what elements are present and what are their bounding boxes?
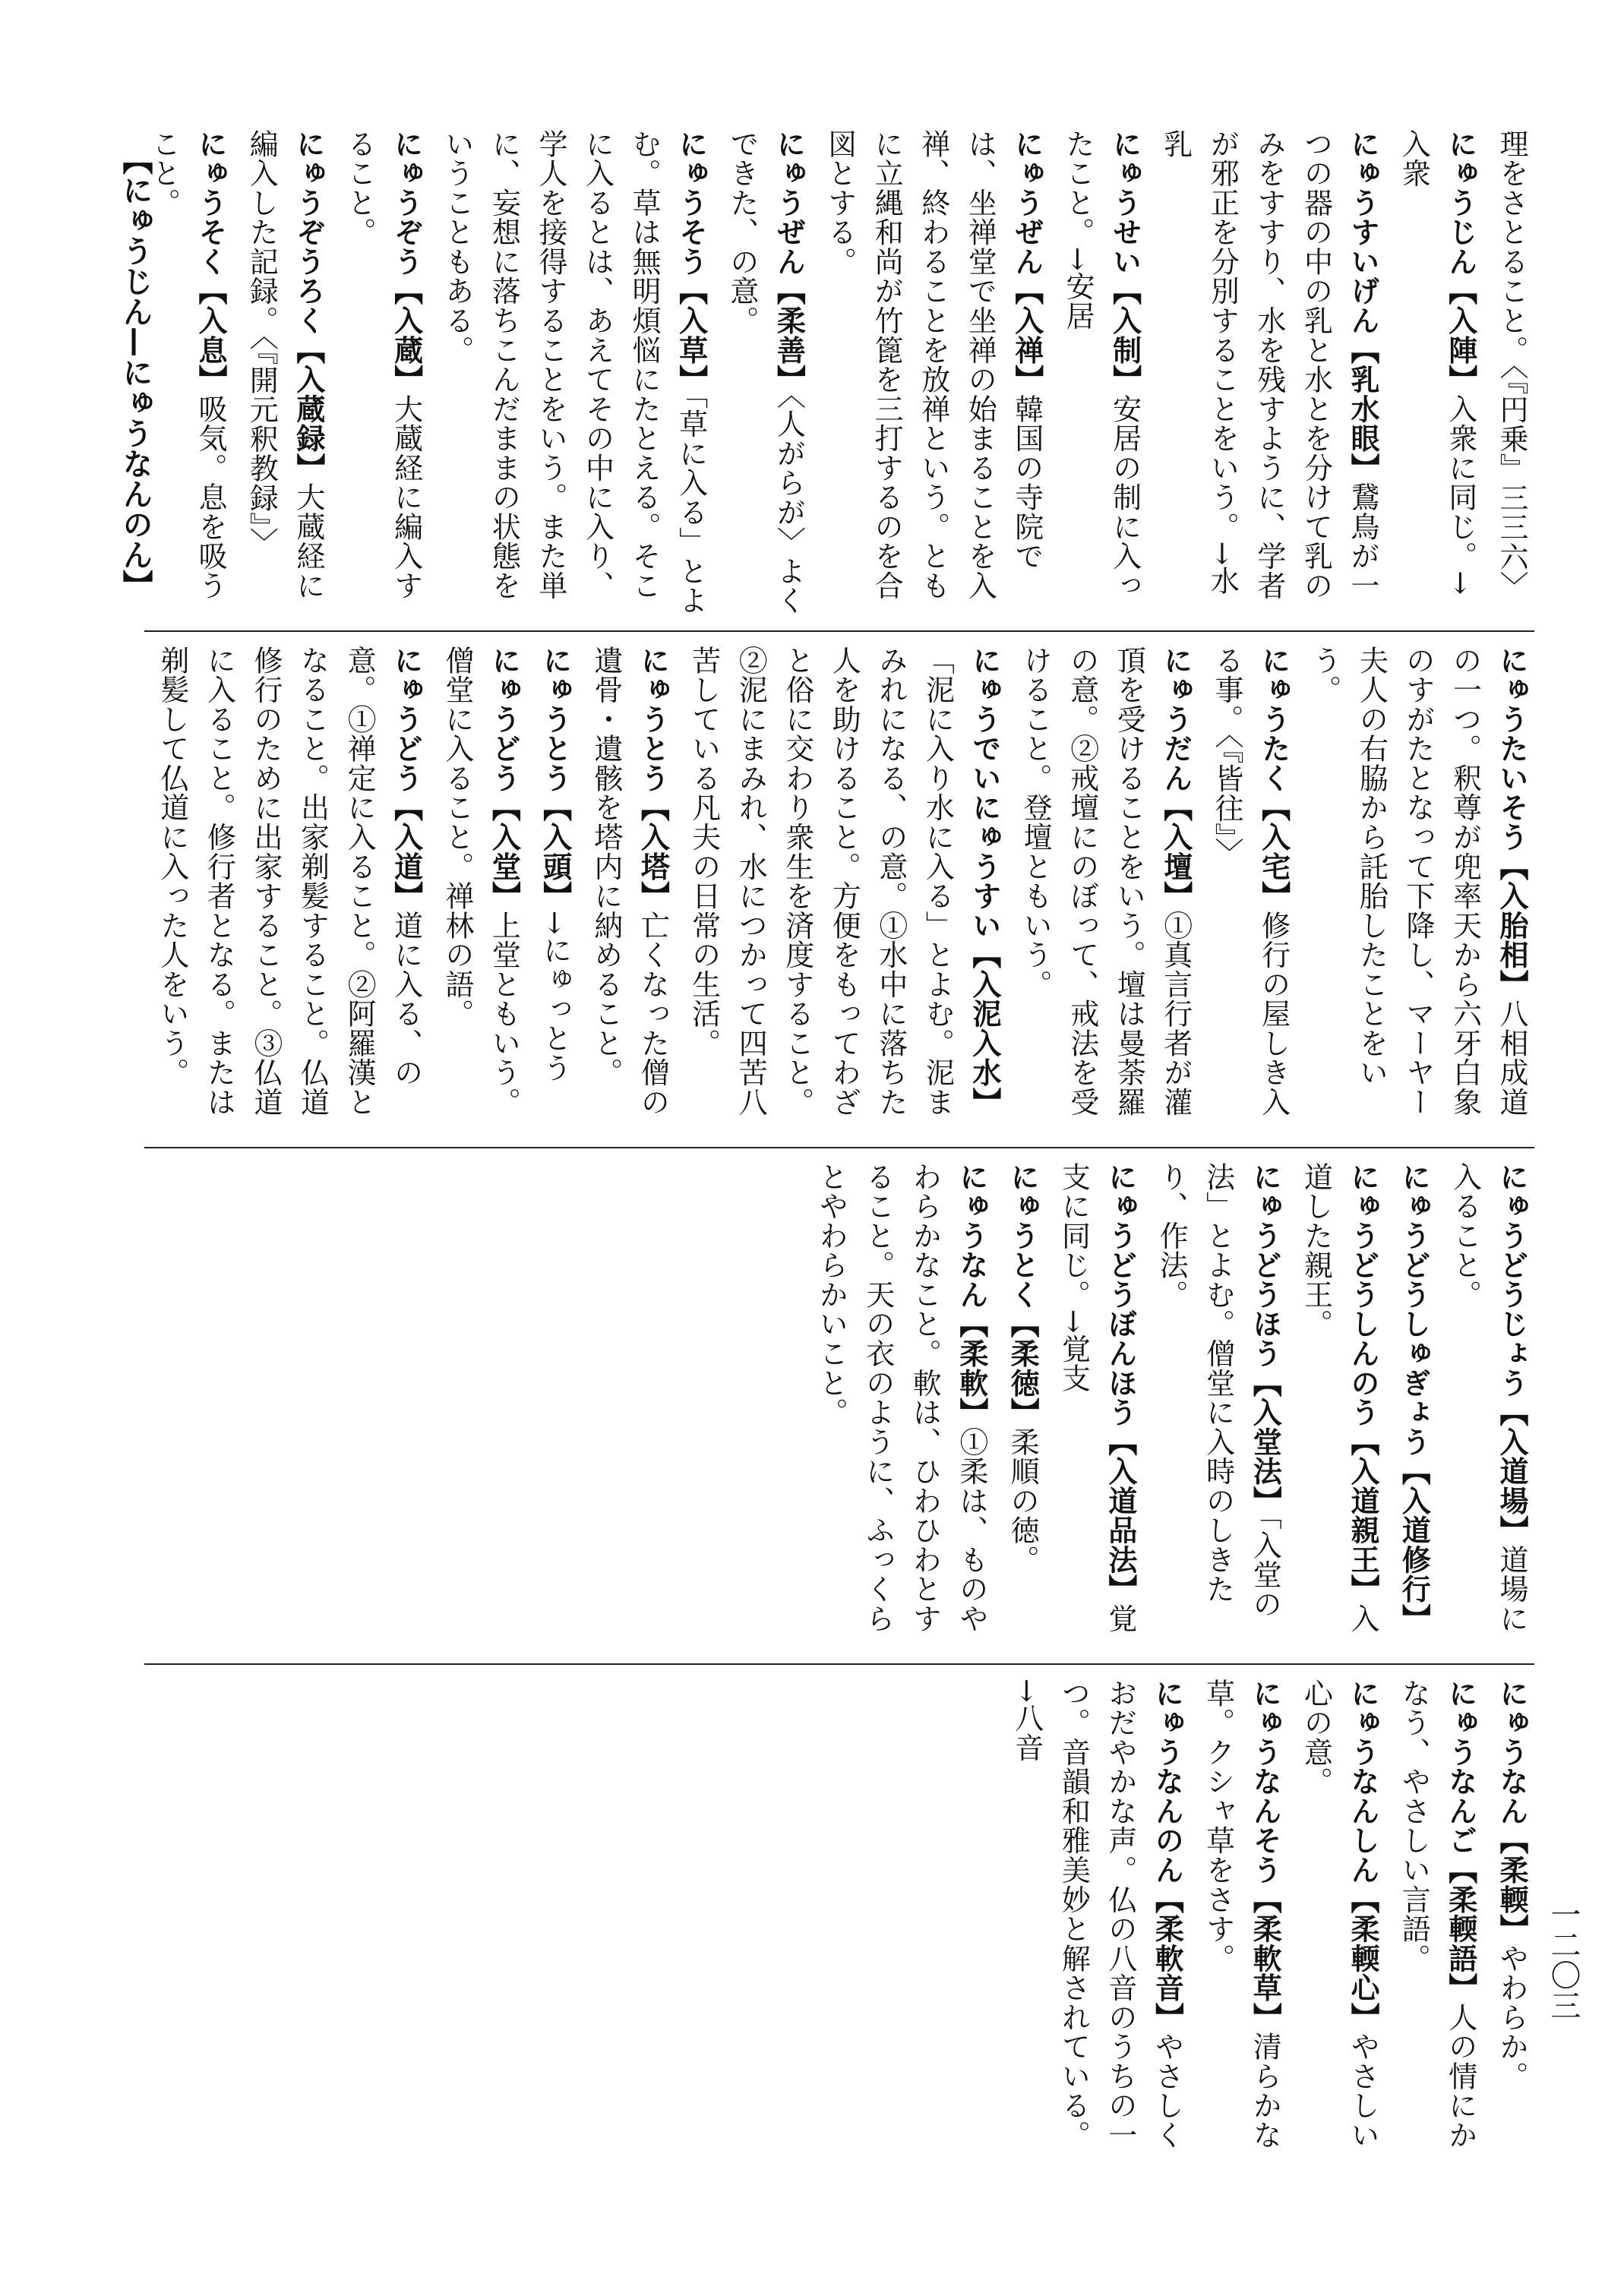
dictionary-entry <box>1194 1679 1288 2165</box>
entry-definition: 〈人がらが〉よくできた、の意。 <box>725 129 806 615</box>
entry-headword: にゅうだん【入壇】 <box>1158 646 1193 911</box>
entry-definition: 覚支に同じ。→覚支 <box>1057 1162 1137 1634</box>
entry-headword: にゅうどう【入道】 <box>389 646 423 911</box>
entry-definition: 八相成道の一つ。釈尊が兜率天から六牙白象のすがたとなって下降し、マーヤー夫人の右脇から託胎したことをいう。 <box>1307 646 1528 1117</box>
entry-headword: にゅうたく【入宅】 <box>1256 646 1291 911</box>
dictionary-entry <box>680 646 1007 1132</box>
entry-headword: にゅうとく【柔徳】 <box>1006 1162 1040 1427</box>
entry-headword: にゅうぜん【入禅】 <box>1009 129 1044 394</box>
band-1 <box>144 129 1534 615</box>
entry-definition: 上堂ともいう。僧堂に入ること。禅林の語。 <box>440 646 521 1117</box>
dictionary-entry <box>1390 1162 1437 1648</box>
entry-definition: やさしい心の意。 <box>1299 1679 1379 2150</box>
dictionary-entry <box>433 646 526 1132</box>
entry-definition: 理をさとること。〈『円乗』三三六〉 <box>1495 129 1528 601</box>
dictionary-entry <box>1390 1679 1483 2165</box>
entry-definition: 「泥に入り水に入る」とよむ。泥まみれになる、の意。①水中に落ちた人を助けること。方便をもってわざと俗に交わり衆生を済度すること。②泥にまみれ、水につかって四苦八苦している凡夫の日常の生活。 <box>687 646 955 1117</box>
entry-headword: にゅうとう【入頭】 <box>538 646 572 911</box>
entry-headword: にゅうとう【入塔】 <box>636 646 670 911</box>
entry-definition: →にゅっとう <box>538 910 572 1083</box>
dictionary-entry <box>1050 1162 1143 1648</box>
running-head: 【にゅうじん—にゅうなんのん】 <box>118 144 153 600</box>
dictionary-entry <box>1300 646 1534 1132</box>
entry-definition: やさしくおだやかな声。仏の八音のうちの一つ。音韻和雅美妙と解されている。→八音 <box>1009 1679 1184 2150</box>
entry-headword: にゅうじん【入陣】 <box>1443 129 1477 394</box>
dictionary-entry <box>1152 129 1385 615</box>
entry-definition: 清らかな草。クシャ草をさす。 <box>1201 1679 1282 2150</box>
entry-definition: やわらか。 <box>1495 1943 1528 2091</box>
entry-headword: にゅうそく【入息】 <box>194 129 228 394</box>
entry-headword: にゅうなんそう【柔軟草】 <box>1248 1679 1282 2032</box>
entry-definition: 道場に入ること。 <box>1448 1162 1528 1634</box>
dictionary-entry <box>1292 1679 1385 2165</box>
entry-definition: ①柔は、ものやわらかなこと。軟は、ひわひわとすること。天の衣のように、ふっくらとやわらかいこと。 <box>814 1162 988 1634</box>
dictionary-entry <box>816 129 1050 615</box>
dictionary-entry <box>144 129 233 615</box>
entry-definition: 道に入る、の意。①禅定に入ること。②阿羅漢となること。出家剃髪すること。仏道修行のために出家すること。③仏道に入ること。修行者となる。または剃髪して仏道に入った人をいう。 <box>155 646 423 1117</box>
entry-headword: にゅうどうじょう【入道場】 <box>1495 1162 1528 1545</box>
dictionary-entry <box>1003 1679 1190 2165</box>
page-number: 一二〇三 <box>1546 1899 1581 2020</box>
entry-headword: にゅうぜん【柔善】 <box>772 129 806 394</box>
entry-definition: ①真言行者が灌頂を受けることをいう。壇は曼荼羅の意。②戒壇にのぼって、戒法を受けること。登壇ともいう。 <box>1019 646 1193 1117</box>
entry-headword: にゅうどうぼんほう【入道品法】 <box>1103 1162 1137 1604</box>
entry-definition: 亡くなった僧の遺骨・遺骸を塔内に納めること。 <box>589 646 670 1117</box>
entry-definition: 吸気。息を吸うこと。 <box>147 129 228 601</box>
dictionary-entry <box>1390 129 1483 615</box>
entry-headword: にゅうすいげん【乳水眼】 <box>1345 129 1379 483</box>
dictionary-entry <box>1148 1162 1288 1648</box>
band-2 <box>144 646 1534 1132</box>
dictionary-entry <box>1487 129 1534 615</box>
entry-headword: にゅうなんしん【柔輭心】 <box>1345 1679 1379 2032</box>
entry-headword: にゅうどう【入堂】 <box>487 646 521 911</box>
entry-definition: 人の情にかなう、やさしい言語。 <box>1397 1679 1477 2150</box>
dictionary-entry <box>1012 646 1199 1132</box>
entry-headword: にゅうどうしゅぎょう【入道修行】 <box>1397 1162 1431 1634</box>
entry-headword: にゅうなん【柔軟】 <box>954 1162 988 1427</box>
entry-headword: にゅうぞうろく【入蔵録】 <box>291 129 325 483</box>
dictionary-entry <box>1292 1162 1385 1648</box>
dictionary-entry <box>1441 1162 1534 1648</box>
entry-headword: にゅうせい【入制】 <box>1107 129 1142 394</box>
dictionary-entry <box>531 646 578 1132</box>
entry-definition: 安居の制に入ったこと。→安居 <box>1061 129 1142 601</box>
dictionary-entry <box>1054 129 1147 615</box>
entry-definition: 大蔵経に編入した記録。〈『開元釈教録』〉 <box>245 129 325 601</box>
dictionary-entry <box>1202 646 1296 1132</box>
dictionary-entry <box>433 129 713 615</box>
dictionary-entry <box>148 646 428 1132</box>
entry-headword: にゅうなん【柔輭】 <box>1495 1679 1528 1944</box>
dictionary-entry <box>582 646 675 1132</box>
entry-definition: 「入堂の法」とよむ。僧堂に入時のしきたり、作法。 <box>1155 1162 1282 1619</box>
dictionary-entry <box>807 1162 994 1648</box>
dictionary-page <box>144 129 1534 2165</box>
entry-headword: にゅうぞう【入蔵】 <box>389 129 423 394</box>
entry-definition: 入衆に同じ。→入衆 <box>1397 129 1477 596</box>
entry-definition: 柔順の徳。 <box>1006 1426 1040 1574</box>
entry-headword: にゅうなんご【柔輭語】 <box>1443 1679 1477 2003</box>
entry-headword: にゅうそう【入草】 <box>674 129 708 394</box>
band-divider <box>144 1147 1534 1148</box>
dictionary-entry <box>238 129 331 615</box>
band-3 <box>144 1162 1534 1648</box>
band-divider <box>144 1663 1534 1665</box>
entry-definition: 韓国の寺院では、坐禅堂で坐禅の始まることを入禅、終わることを放禅という。ともに立縄和尚が竹篦を三打するのを合図とする。 <box>823 129 1044 601</box>
entry-headword: にゅうどうほう【入堂法】 <box>1248 1162 1282 1516</box>
entry-headword: にゅうでいにゅうすい【入泥入水】 <box>967 646 1001 1117</box>
band-4 <box>144 1679 1534 2165</box>
dictionary-entry <box>999 1162 1046 1648</box>
entry-definition: 大蔵経に編入すること。 <box>343 129 423 601</box>
entry-definition: 修行の屋しき入る事。〈『皆往』〉 <box>1210 646 1291 1117</box>
entry-headword: にゅうたいそう【入胎相】 <box>1495 646 1528 1000</box>
dictionary-entry <box>1487 1679 1534 2165</box>
entry-definition: 鵞鳥が一つの器の中の乳と水とを分けて乳のみをすすり、水を残すように、学者が邪正を分別することをいう。→水乳 <box>1158 129 1379 601</box>
entry-definition: 入道した親王。 <box>1299 1162 1379 1634</box>
band-divider <box>144 630 1534 632</box>
dictionary-entry <box>336 129 429 615</box>
entry-headword: にゅうどうしんのう【入道親王】 <box>1345 1162 1379 1604</box>
entry-headword: にゅうなんのん【柔軟音】 <box>1150 1679 1184 2032</box>
dictionary-entry <box>718 129 811 615</box>
entry-definition: 「草に入る」とよむ。草は無明煩悩にたとえる。そこに入るとは、あえてその中に入り、学人を接得することをいう。また単に、妄想に落ちこんだままの状態をいうこともある。 <box>440 129 708 615</box>
